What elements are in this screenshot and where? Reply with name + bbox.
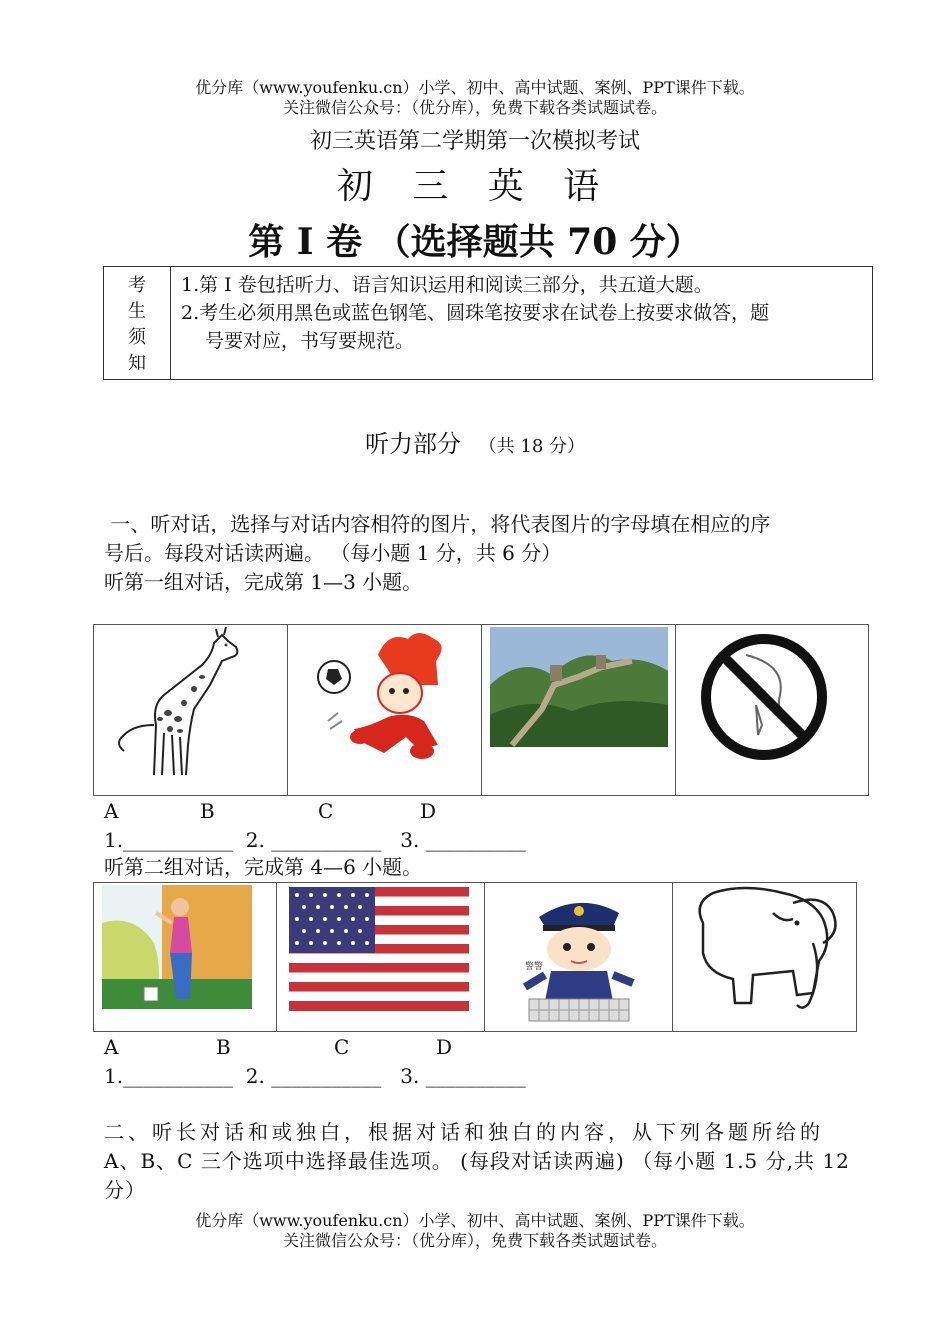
picture-cell-c2 (485, 883, 673, 1031)
label-c2: C (334, 1035, 350, 1059)
girl-painting-wall-icon (94, 883, 277, 1031)
giraffe-icon (94, 625, 288, 795)
fuwa-mascot-icon (288, 625, 482, 795)
section-1-line-2: 号后。每段对话读两遍。 （每小题 1 分，共 6 分） (104, 541, 562, 565)
picture-cell-b2 (277, 883, 485, 1031)
picture-cell-a2 (94, 883, 277, 1031)
label-b: B (200, 799, 215, 823)
section-2-line-1: 二、听长对话和或独白，根据对话和独白的内容，从下列各题所给的 (104, 1120, 824, 1144)
elephant-icon (673, 883, 856, 1031)
section-2-line-2: A、B、C 三个选项中选择最佳选项。 (每段对话读两遍) （每小题 1.5 分,共 12 (104, 1149, 850, 1173)
picture-cell-d (676, 625, 870, 795)
listening-heading (0, 424, 950, 459)
subject-title: 初 三 英 语 (336, 166, 614, 207)
cartoon-police-officer-icon (485, 883, 673, 1031)
label-c: C (318, 799, 334, 823)
no-spitting-sign-icon (676, 625, 870, 795)
notice-side-char: 考 (128, 275, 146, 296)
footer-line-1: 优分库（www.youfenku.cn）小学、初中、高中试题、案例、PPT课件下载。 (195, 1211, 755, 1230)
notice-side-char: 知 (128, 353, 146, 374)
police-badge-text: 警警 (525, 962, 544, 972)
picture-cell-b (288, 625, 482, 795)
notice-item-2-line-1: 2.考生必须用黑色或蓝色钢笔、圆珠笔按要求在试卷上按要求做答，题 (181, 302, 770, 324)
label-b2: B (216, 1035, 231, 1059)
section-1-line-1: 一、听对话，选择与对话内容相符的图片，将代表图片的字母填在相应的序 (104, 512, 771, 536)
header-line-2: 关注微信公众号：（优分库），免费下载各类试题试卷。 (282, 98, 667, 117)
answer-blanks-2[interactable]: 1.___________ 2. ___________ 3. __________ (104, 1064, 526, 1088)
listening-score: （共 18 分） (478, 436, 585, 457)
notice-item-1: 1.第 I 卷包括听力、语言知识运用和阅读三部分，共五道大题。 (181, 274, 713, 296)
footer-line-2: 关注微信公众号：（优分库），免费下载各类试题试卷。 (282, 1231, 667, 1250)
picture-table-1 (93, 624, 869, 796)
notice-content (171, 267, 872, 379)
notice-item-2-line-2: 号要对应，书写要规范。 (205, 330, 415, 352)
group-1-instruction: 听第一组对话，完成第 1—3 小题。 (104, 570, 423, 594)
label-a: A (104, 799, 119, 823)
notice-side-label (104, 267, 171, 379)
label-d2: D (436, 1035, 453, 1059)
section-1-instructions (104, 510, 864, 597)
listening-title: 听力部分 (365, 430, 461, 458)
answer-blanks-1[interactable]: 1.___________ 2. ___________ 3. __________ (104, 828, 526, 852)
picture-cell-d2 (673, 883, 856, 1031)
american-flag-icon (277, 883, 485, 1031)
label-d: D (420, 799, 437, 823)
exam-title: 初三英语第二学期第一次模拟考试 (309, 129, 640, 154)
picture-table-2 (93, 882, 857, 1032)
header-line-1: 优分库（www.youfenku.cn）小学、初中、高中试题、案例、PPT课件下载。 (195, 78, 755, 97)
volume-title: 第 I 卷 （选择题共 70 分） (248, 221, 702, 263)
picture-cell-c (482, 625, 676, 795)
group-2-instruction: 听第二组对话，完成第 4—6 小题。 (104, 855, 423, 879)
label-a2: A (104, 1035, 119, 1059)
section-2-line-3: 分） (104, 1178, 146, 1202)
notice-side-char: 须 (128, 327, 146, 348)
great-wall-photo-icon (482, 625, 676, 795)
section-2-instructions (104, 1118, 864, 1205)
notice-side-char: 生 (128, 301, 146, 322)
examinee-notice-box (103, 266, 873, 380)
picture-cell-a (94, 625, 288, 795)
